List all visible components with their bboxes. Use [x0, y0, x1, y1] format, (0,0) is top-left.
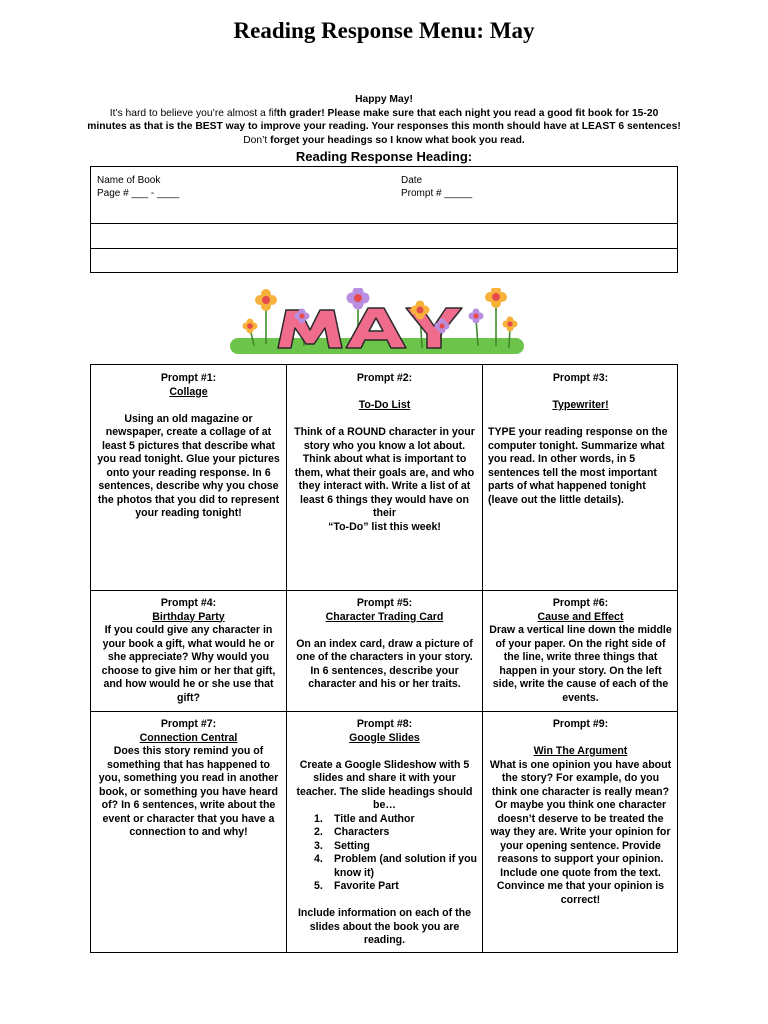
prompt-title: Character Trading Card	[325, 610, 444, 623]
letter-m	[278, 310, 342, 348]
prompt-title: Cause and Effect	[537, 610, 624, 623]
prompt-2-cell	[287, 372, 482, 534]
prompt-body: What is one opinion you have about the story? For example, do you think one character is really mean? Or maybe you think one character doesn’t deserve to be treated the way they are. Write your opinion for your opening sentence. Provide reasons to support your opinion. Include one quote from the text. Convince me that your opinion is correct!	[489, 758, 672, 906]
intro-text	[80, 93, 688, 147]
prompt-body: On an index card, draw a picture of one of the characters in your story. In 6 sentences, describe your character and his or her traits.	[296, 637, 473, 690]
intro-line-2: minutes as that is the BEST way to improve your reading. Your responses this month should have at LEAST 6 sentences!	[87, 121, 681, 132]
prompt-title: To-Do List	[358, 399, 411, 411]
prompt-1-cell	[91, 372, 286, 521]
prompt-body: Draw a vertical line down the middle of your paper. On the right side of the line, write three things that happen in your story. On the left side, write the cause of each of the events.	[489, 624, 672, 704]
list-item: 1. Title and Author	[314, 812, 415, 825]
prompt-grid	[90, 364, 678, 953]
prompt-body-end: “To-Do” list this week!	[328, 520, 441, 533]
prompt-5-cell	[287, 597, 482, 692]
prompt-title: Win The Argument	[533, 745, 628, 757]
heading-divider	[91, 248, 677, 249]
prompt-title: Google Slides	[349, 731, 420, 744]
prompt-number: Prompt #1:	[160, 372, 217, 384]
prompt-title: Connection Central	[139, 731, 238, 744]
grid-divider	[91, 711, 677, 712]
slide-headings-list	[292, 813, 477, 894]
prompt-body: Does this story remind you of something that has happened to you, something you read in another book, or something you have heard of? In 6 sentences, write about the event or character that you have a connection to and why!	[98, 745, 279, 838]
list-item: 5. Favorite Part	[314, 880, 399, 892]
prompt-number: Prompt #8:	[356, 718, 413, 730]
prompt-number: Prompt #3:	[552, 372, 609, 384]
prompt-6-cell	[483, 597, 678, 705]
heading-label: Reading Response Heading:	[295, 149, 473, 164]
prompt-body: Using an old magazine or newspaper, create a collage of at least 5 pictures that describe what you read tonight. Glue your pictures onto your reading response. In 6 sentences, describe why you chose the photos that you did to represent your reading tonight!	[97, 412, 280, 519]
prompt-number: Prompt #9:	[552, 718, 609, 730]
list-item: 4. Problem (and solution if you know it)	[314, 853, 478, 879]
intro-greeting: Happy May!	[355, 94, 413, 105]
prompt-9-cell	[483, 718, 678, 907]
prompt-4-cell	[91, 597, 286, 705]
list-item: 2. Characters	[314, 826, 390, 838]
heading-box	[90, 166, 678, 273]
page-title: Reading Response Menu: May	[233, 18, 535, 43]
prompt-body: TYPE your reading response on the computer tonight. Summarize what you read. In other words, in 5 sentences tell the most important parts of what happened tonight (leave out the little details).	[488, 426, 668, 506]
prompt-number: Prompt #4:	[160, 597, 217, 609]
prompt-number: Prompt #6:	[552, 597, 609, 609]
prompt-body: Think of a ROUND character in your story who you know a lot about. Think about what is important to them, what their goals are, and who they interact with. Write a list of at least 6 things they would have on their	[294, 426, 475, 519]
prompt-title: Typewriter!	[552, 399, 609, 411]
prompt-3-cell	[483, 372, 678, 507]
prompt-number: Prompt #2:	[356, 372, 413, 384]
heading-date: Date	[401, 175, 423, 186]
heading-prompt: Prompt # _____	[401, 187, 473, 199]
intro-line-1: It’s hard to believe you’re almost a fifth grader! Please make sure that each night you read a good fit book for 15-20	[109, 107, 659, 119]
prompt-number: Prompt #5:	[356, 597, 413, 609]
prompt-body: Create a Google Slideshow with 5 slides and share it with your teacher. The slide headings should be…	[296, 758, 473, 811]
prompt-8-cell	[287, 718, 482, 948]
prompt-body: If you could give any character in your book a gift, what would he or she appreciate? Why would you choose to give him or her that gift, and how would he or she use that gift?	[101, 624, 276, 704]
prompt-title: Birthday Party	[152, 610, 225, 623]
heading-divider	[91, 223, 677, 224]
may-banner	[230, 288, 524, 354]
intro-line-3: Don’t forget your headings so I know what book you read.	[243, 134, 525, 146]
heading-page: Page # ___ - ____	[97, 187, 180, 199]
prompt-number: Prompt #7:	[160, 718, 217, 730]
grid-divider	[91, 590, 677, 591]
prompt-body-end: Include information on each of the slides about the book you are reading.	[297, 907, 472, 946]
list-item: 3. Setting	[314, 839, 370, 852]
prompt-7-cell	[91, 718, 286, 840]
heading-name-of-book: Name of Book	[97, 175, 161, 186]
prompt-title: Collage	[169, 385, 208, 398]
heading-row	[91, 167, 677, 223]
